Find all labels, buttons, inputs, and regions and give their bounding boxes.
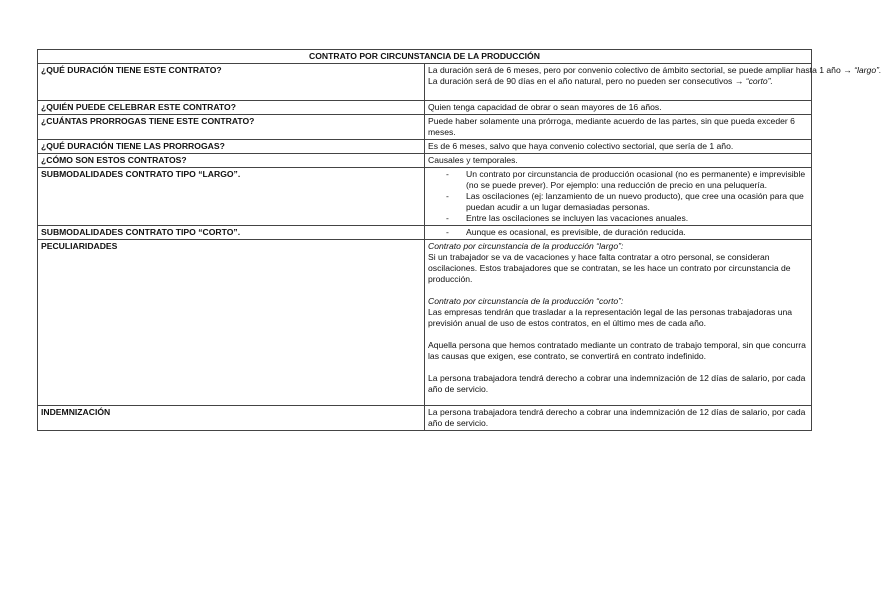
list-item: - Las oscilaciones (ej: lanzamiento de un nuevo producto), que cree una ocasión para que puedan acudir a un lugar demasiadas personas. — [428, 191, 808, 213]
table-row — [38, 64, 812, 101]
table-title: CONTRATO POR CIRCUNSTANCIA DE LA PRODUCCIÓN — [38, 50, 812, 64]
paragraph: Si un trabajador se va de vacaciones y hace falta contratar a otro personal, se consideran oscilaciones. Estos trabajadores que se contratan, se les hace un contrato por circunstancia de producción. — [428, 252, 791, 284]
table-row — [38, 226, 812, 240]
table-row — [38, 140, 812, 154]
row-answer — [425, 240, 812, 406]
row-question: SUBMODALIDADES CONTRATO TIPO “LARGO”. — [38, 168, 425, 226]
contract-table — [37, 49, 881, 431]
subheading: Contrato por circunstancia de la producción “corto”: — [428, 296, 624, 306]
table-row — [38, 154, 812, 168]
bullet-list — [428, 169, 808, 224]
table-row — [38, 115, 812, 140]
table-row — [38, 240, 812, 406]
bullet-list — [428, 227, 808, 238]
row-answer: Es de 6 meses, salvo que haya convenio colectivo sectorial, que sería de 1 año. — [425, 140, 812, 154]
row-answer: La persona trabajadora tendrá derecho a cobrar una indemnización de 12 días de salario, por cada año de servicio. — [425, 406, 812, 431]
answer-text: La duración será de 6 meses, pero por convenio colectivo de ámbito sectorial, se puede ampliar hasta 1 año → — [428, 65, 855, 75]
list-item: - Un contrato por circunstancia de producción ocasional (no es permanente) e imprevisible (no se puede prever). Por ejemplo: una reducción de precio en una peluquería. — [428, 169, 808, 191]
row-answer: Quien tenga capacidad de obrar o sean mayores de 16 años. — [425, 101, 812, 115]
row-question: ¿QUIÉN PUEDE CELEBRAR ESTE CONTRATO? — [38, 101, 425, 115]
list-item: - Aunque es ocasional, es previsible, de duración reducida. — [428, 227, 808, 238]
row-answer: Puede haber solamente una prórroga, mediante acuerdo de las partes, sin que pueda exceder 6 meses. — [425, 115, 812, 140]
row-answer — [425, 226, 812, 240]
table-row — [38, 168, 812, 226]
paragraph: Las empresas tendrán que trasladar a la representación legal de las personas trabajadoras una previsión anual de uso de estos contratos, en el último mes de cada año. — [428, 307, 793, 328]
table-row — [38, 406, 812, 431]
row-answer — [425, 168, 812, 226]
answer-emphasis: “largo”. — [854, 65, 881, 75]
row-question: PECULIARIDADES — [38, 240, 425, 406]
row-question: SUBMODALIDADES CONTRATO TIPO “CORTO”. — [38, 226, 425, 240]
subheading: Contrato por circunstancia de la producción “largo”: — [428, 241, 624, 251]
answer-line — [428, 65, 881, 76]
row-question: ¿QUÉ DURACIÓN TIENE ESTE CONTRATO? — [38, 64, 425, 101]
row-question: ¿CÓMO SON ESTOS CONTRATOS? — [38, 154, 425, 168]
paragraph: Aquella persona que hemos contratado mediante un contrato de trabajo temporal, sin que concurra las causas que exigen, ese contrato, se convertirá en contrato indefinido. — [428, 340, 806, 361]
paragraph: La persona trabajadora tendrá derecho a cobrar una indemnización de 12 días de salario, por cada año de servicio. — [428, 373, 806, 394]
table-title-row — [38, 50, 812, 64]
row-question: ¿CUÁNTAS PRORROGAS TIENE ESTE CONTRATO? — [38, 115, 425, 140]
list-item: - Entre las oscilaciones se incluyen las vacaciones anuales. — [428, 213, 808, 224]
row-answer: Causales y temporales. — [425, 154, 812, 168]
answer-line — [428, 76, 808, 87]
answer-text: La duración será de 90 días en el año natural, pero no pueden ser consecutivos → — [428, 76, 746, 86]
row-answer — [425, 64, 881, 101]
table-row — [38, 101, 812, 115]
row-question: INDEMNIZACIÓN — [38, 406, 425, 431]
row-question: ¿QUÉ DURACIÓN TIENE LAS PRORROGAS? — [38, 140, 425, 154]
answer-emphasis: “corto”. — [745, 76, 773, 86]
